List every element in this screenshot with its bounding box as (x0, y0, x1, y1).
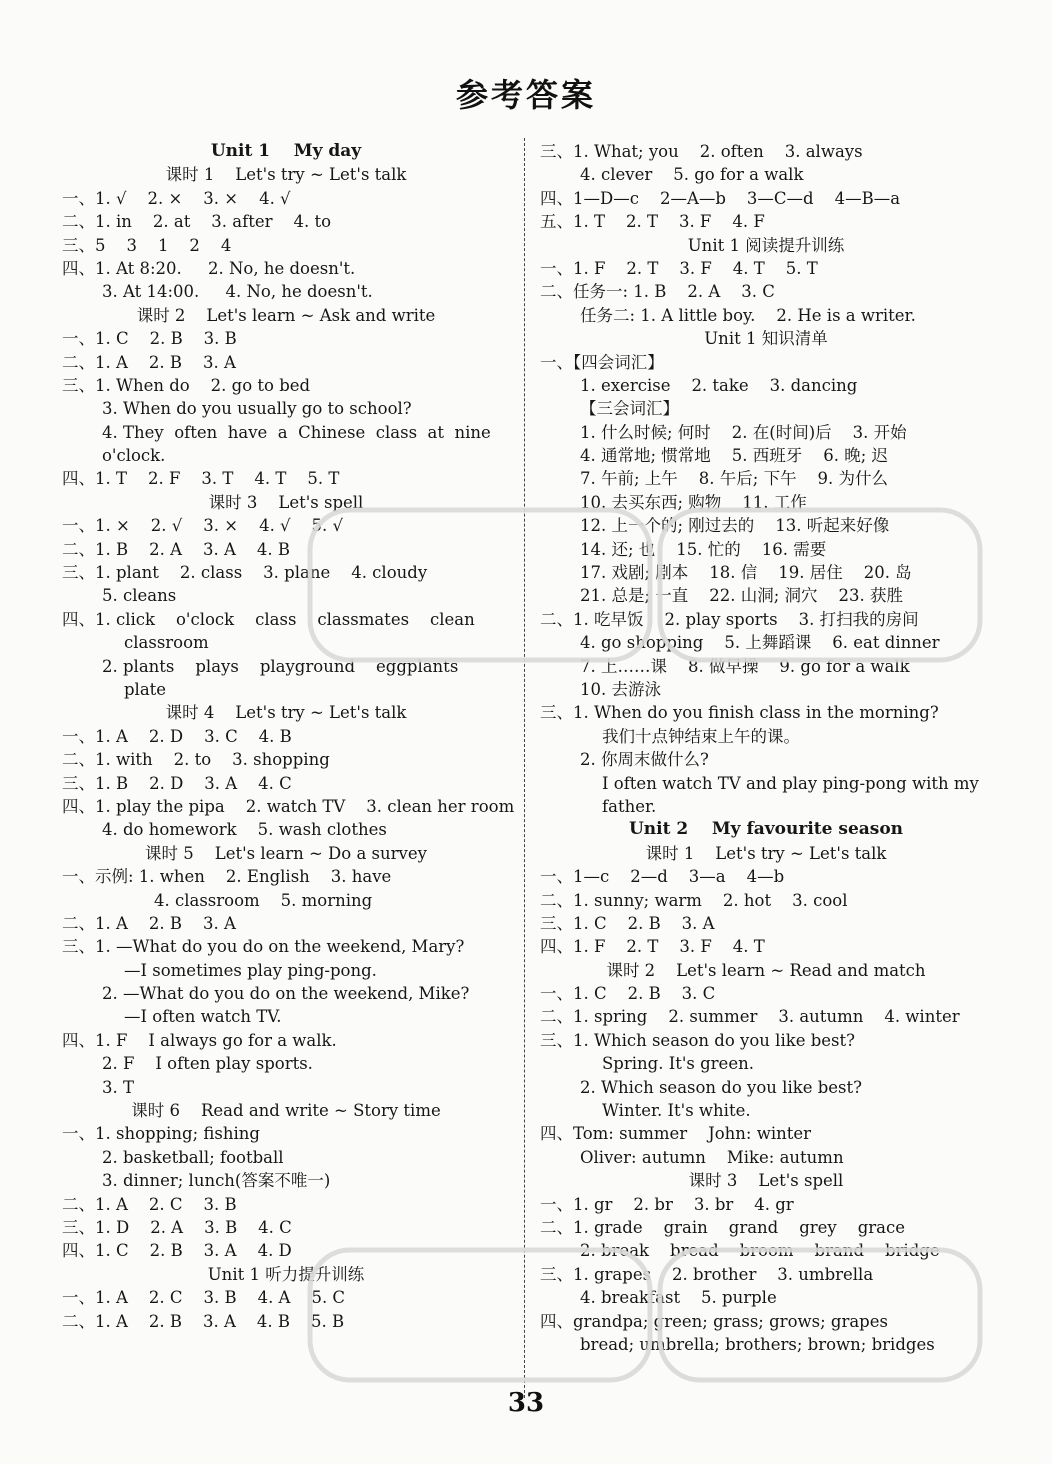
answer-line: 5. cleans (102, 586, 177, 606)
answer-line: 二、1. in 2. at 3. after 4. to (62, 212, 332, 232)
answer-line: 五、1. T 2. T 3. F 4. F (540, 212, 765, 232)
answer-line: 3. dinner; lunch(答案不唯一) (102, 1171, 331, 1191)
answer-line: 4. 通常地; 惯常地 5. 西班牙 6. 晚; 迟 (580, 446, 889, 466)
answer-line: classroom (124, 633, 209, 653)
answer-line: 二、1. B 2. A 3. A 4. B (62, 539, 290, 559)
answer-line: —I sometimes play ping-pong. (124, 960, 377, 980)
page-number: 33 (507, 1388, 545, 1418)
section-heading: 课时 3 Let's spell (208, 492, 364, 512)
answer-line: 12. 上一个的; 刚过去的 13. 听起来好像 (580, 516, 890, 536)
answer-line: 2. plants plays playground eggplants (102, 656, 459, 676)
answer-line: 四、1. play the pipa 2. watch TV 3. clean her room (62, 796, 515, 816)
answer-line: 二、1. A 2. B 3. A (62, 352, 236, 372)
section-heading: Unit 1 听力提升训练 (207, 1264, 365, 1284)
answer-line: plate (124, 679, 167, 699)
unit-heading: Unit 2 My favourite season (628, 819, 904, 840)
answer-line: 17. 戏剧; 剧本 18. 信 19. 居住 20. 岛 (580, 563, 912, 583)
page-title: 参考答案 (455, 76, 596, 114)
answer-line: 一、1. gr 2. br 3. br 4. gr (540, 1194, 794, 1214)
answer-line: 2. break bread broom brand bridge (580, 1241, 940, 1261)
answer-line: 任务二: 1. A little boy. 2. He is a writer. (580, 305, 916, 325)
answer-line: 一、1. C 2. B 3. B (62, 329, 237, 349)
answer-line: 4. clever 5. go for a walk (580, 165, 804, 185)
answer-line: 三、1. —What do you do on the weekend, Mary? (62, 937, 465, 957)
answer-line: 三、1. C 2. B 3. A (540, 913, 715, 933)
answer-line: 1. 什么时候; 何时 2. 在(时间)后 3. 开始 (580, 422, 907, 442)
answer-line: 3. When do you usually go to school? (102, 399, 412, 419)
answer-line: 4. classroom 5. morning (154, 890, 373, 910)
answer-line: 2. F I often play sports. (102, 1054, 313, 1074)
answer-line: 2. basketball; football (102, 1147, 284, 1167)
answer-line: 三、1. When do you finish class in the morning? (540, 703, 939, 723)
answer-line: Spring. It's green. (602, 1054, 754, 1074)
answer-line: 一、1. C 2. B 3. C (540, 984, 716, 1004)
section-heading: Unit 1 阅读提升训练 (687, 235, 845, 255)
answer-line: 一、示例: 1. when 2. English 3. have (62, 867, 392, 887)
answer-line: 10. 去买东西; 购物 11. 工作 (580, 492, 807, 512)
answer-line: 三、1. D 2. A 3. B 4. C (62, 1217, 292, 1237)
answer-line: bread; umbrella; brothers; brown; bridges (580, 1334, 935, 1354)
unit-heading: Unit 1 My day (210, 141, 362, 161)
answer-line: 一、1. A 2. D 3. C 4. B (62, 726, 292, 746)
answer-line: 【三会词汇】 (580, 399, 679, 419)
column-divider (524, 138, 525, 1398)
section-heading: Unit 1 知识清单 (704, 329, 828, 349)
section-heading: 课时 1 Let's try ~ Let's talk (645, 843, 887, 863)
answer-line: 四、1. F 2. T 3. F 4. T (540, 937, 765, 957)
section-heading: 课时 2 Let's learn ~ Read and match (606, 960, 926, 980)
answer-line: 三、1. grapes 2. brother 3. umbrella (540, 1264, 874, 1284)
answer-line: father. (602, 796, 657, 816)
answer-line: 21. 总是; 一直 22. 山洞; 洞穴 23. 获胜 (580, 586, 904, 606)
answer-line: 3. At 14:00. 4. No, he doesn't. (102, 282, 373, 302)
answer-line: 14. 还; 也 15. 忙的 16. 需要 (580, 539, 827, 559)
answer-line: 二、1. with 2. to 3. shopping (62, 750, 330, 770)
section-heading: 课时 1 Let's try ~ Let's talk (165, 165, 407, 185)
answer-line: 2. Which season do you like best? (580, 1077, 863, 1097)
answer-line: 三、1. Which season do you like best? (540, 1030, 856, 1050)
answer-line: 7. 上……课 8. 做早操 9. go for a walk (580, 656, 910, 676)
answer-line: 4. They often have a Chinese class at nine (102, 422, 491, 442)
answer-column-right (540, 140, 992, 1356)
answer-line: 四、1. F I always go for a walk. (62, 1030, 337, 1050)
answer-line: 二、1. spring 2. summer 3. autumn 4. winter (540, 1007, 960, 1027)
answer-line: 二、任务一: 1. B 2. A 3. C (540, 282, 775, 302)
answer-line: 四、1—D—c 2—A—b 3—C—d 4—B—a (540, 188, 901, 208)
answer-line: 4. go shopping 5. 上舞蹈课 6. eat dinner (580, 633, 940, 653)
answer-line: 一、1. × 2. √ 3. × 4. √ 5. √ (62, 516, 344, 536)
section-heading: 课时 5 Let's learn ~ Do a survey (145, 843, 427, 863)
answer-line: 我们十点钟结束上午的课。 (602, 726, 800, 746)
answer-line: 三、1. When do 2. go to bed (62, 375, 311, 395)
answer-line: 一、1. shopping; fishing (62, 1124, 260, 1144)
answer-line: 4. do homework 5. wash clothes (102, 820, 387, 840)
answer-line: 一、1. √ 2. × 3. × 4. √ (62, 188, 291, 208)
answer-column-left (62, 140, 515, 1333)
answer-line: 四、1. T 2. F 3. T 4. T 5. T (62, 469, 340, 489)
answer-line: —I often watch TV. (124, 1007, 282, 1027)
answer-line: 1. exercise 2. take 3. dancing (580, 375, 858, 395)
answer-line: 2. 你周末做什么? (580, 750, 709, 770)
answer-line: 二、1. A 2. B 3. A 4. B 5. B (62, 1311, 345, 1331)
answer-line: 三、1. plant 2. class 3. plane 4. cloudy (62, 563, 428, 583)
answer-line: 四、1. At 8:20. 2. No, he doesn't. (62, 258, 356, 278)
answer-line: 2. —What do you do on the weekend, Mike? (102, 984, 470, 1004)
answer-line: 二、1. sunny; warm 2. hot 3. cool (540, 890, 848, 910)
answer-line: Oliver: autumn Mike: autumn (580, 1147, 844, 1167)
answer-line: 四、1. C 2. B 3. A 4. D (62, 1241, 292, 1261)
answer-line: 三、1. B 2. D 3. A 4. C (62, 773, 292, 793)
answer-line: 四、grandpa; green; grass; grows; grapes (540, 1311, 888, 1331)
section-heading: 课时 6 Read and write ~ Story time (131, 1101, 441, 1121)
answer-line: 三、5 3 1 2 4 (62, 235, 232, 255)
answer-line: 二、1. A 2. C 3. B (62, 1194, 237, 1214)
answer-line: 3. T (102, 1077, 134, 1097)
answer-line: 一、【四会词汇】 (540, 352, 664, 372)
section-heading: 课时 2 Let's learn ~ Ask and write (136, 305, 436, 325)
answer-line: o'clock. (102, 446, 166, 466)
answer-line: 二、1. A 2. B 3. A (62, 913, 236, 933)
answer-line: 一、1—c 2—d 3—a 4—b (540, 867, 785, 887)
answer-line: 一、1. A 2. C 3. B 4. A 5. C (62, 1288, 346, 1308)
section-heading: 课时 4 Let's try ~ Let's talk (165, 703, 407, 723)
answer-line: 4. breakfast 5. purple (580, 1288, 777, 1308)
answer-line: I often watch TV and play ping-pong with my (602, 773, 979, 793)
answer-line: 四、1. click o'clock class classmates clean (62, 609, 475, 629)
section-heading: 课时 3 Let's spell (688, 1171, 844, 1191)
answer-line: 7. 午前; 上午 8. 午后; 下午 9. 为什么 (580, 469, 889, 489)
answer-line: 四、Tom: summer John: winter (540, 1124, 812, 1144)
answer-line: 三、1. What; you 2. often 3. always (540, 142, 863, 161)
answer-line: 10. 去游泳 (580, 679, 661, 699)
answer-line: 二、1. 吃早饭 2. play sports 3. 打扫我的房间 (540, 609, 919, 629)
answer-line: Winter. It's white. (602, 1101, 751, 1121)
answer-line: 一、1. F 2. T 3. F 4. T 5. T (540, 258, 818, 278)
answer-line: 二、1. grade grain grand grey grace (540, 1217, 906, 1237)
